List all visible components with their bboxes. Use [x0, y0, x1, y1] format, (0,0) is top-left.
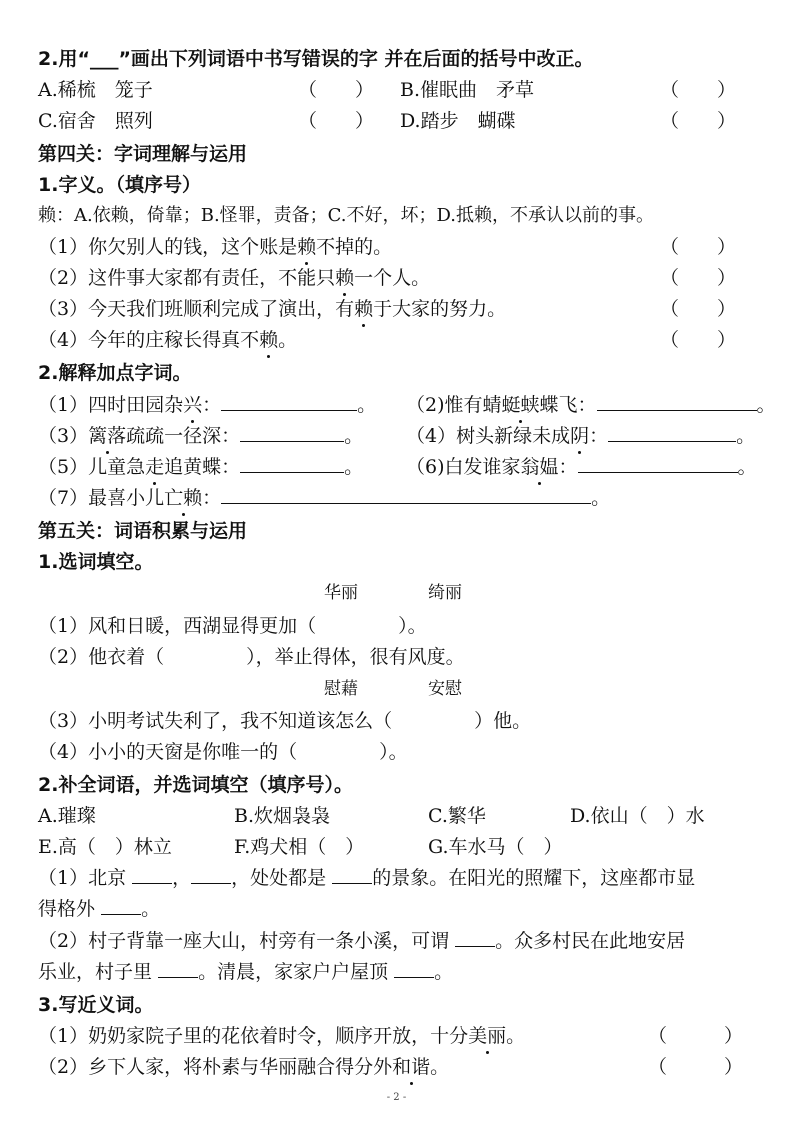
answer-paren[interactable]: （ ）: [660, 236, 737, 258]
item-text: （1）你欠别人的钱，这个账是: [38, 236, 298, 258]
answer-paren[interactable]: （ ）: [660, 79, 737, 101]
item-text: ），举止得体，很有风度。: [246, 646, 465, 668]
item-text: （4）树头新绿未成: [406, 425, 571, 447]
item-text: （2）村子背靠一座大山，村旁有一条小溪，可谓: [38, 930, 450, 952]
question-item: [38, 452, 363, 482]
option-row: [38, 832, 763, 862]
fill-sentence: [38, 894, 763, 924]
item-text: 。众多村民在此地安居: [495, 930, 686, 952]
item-text: 。: [357, 394, 377, 416]
fill-sentence: [38, 926, 763, 956]
word-choices: [38, 674, 763, 704]
answer-blank[interactable]: [332, 863, 372, 884]
item-text: 得格外: [38, 898, 96, 920]
definition-line: 赖：A.依赖，倚靠；B.怪罪，责备；C.不好，坏；D.抵赖，不承认以前的事。: [38, 205, 655, 226]
item-text: 。: [344, 425, 364, 447]
word-choice: 华丽: [324, 583, 358, 603]
underline-sample: ___: [89, 48, 119, 70]
option-item: C.宿舍 照列: [38, 110, 153, 132]
item-text: 。: [737, 456, 757, 478]
fill-sentence: [38, 863, 763, 893]
question-title: [38, 44, 763, 74]
dotted-char: 赖: [354, 294, 373, 324]
answer-paren[interactable]: （ ）: [648, 1025, 744, 1047]
question-item: [406, 452, 757, 482]
item-text: （3）: [38, 425, 89, 447]
question-item: [38, 421, 363, 451]
question-row: [38, 452, 763, 482]
answer-paren[interactable]: （ ）: [298, 110, 375, 132]
item-text: ）。: [379, 741, 408, 763]
dotted-char: 赖: [297, 232, 316, 262]
item-text: 。: [434, 961, 454, 983]
item-text: 。: [736, 425, 756, 447]
option-item: D.依山（ ）水: [570, 805, 705, 827]
item-text: （3）今天我们班顺利完成了演出，有: [38, 298, 355, 320]
section-heading: 第五关：词语积累与运用: [38, 520, 248, 542]
answer-blank[interactable]: [158, 957, 198, 978]
item-text: （2）乡下人家，将朴素与华丽融合得分外: [38, 1056, 393, 1078]
question-item: [38, 263, 763, 293]
item-text: 。清晨，家家户户屋顶: [198, 961, 389, 983]
fill-sentence: [38, 957, 763, 987]
answer-blank[interactable]: [221, 390, 357, 411]
item-text: ：: [558, 456, 578, 478]
question-item: [38, 1052, 763, 1082]
title-text: ”画出下列词语中书写错误的字 并在后面的括号中改正。: [118, 48, 594, 70]
answer-blank[interactable]: [455, 926, 495, 947]
dotted-char: 阴: [570, 421, 589, 451]
question-title: 2.解释加点字词。: [38, 362, 192, 384]
dotted-char: 翁媪: [521, 452, 559, 482]
item-text: 乐业，村子里: [38, 961, 153, 983]
option-row: [38, 801, 763, 831]
item-text: 。: [278, 329, 298, 351]
option-item: D.踏步 蝴碟: [400, 110, 516, 132]
dotted-word: 和谐: [392, 1052, 430, 1082]
question-item: [38, 232, 763, 262]
question-item: [38, 642, 763, 672]
word-choice: 慰藉: [324, 679, 358, 699]
title-text: 2.用“: [38, 48, 90, 70]
answer-paren[interactable]: （ ）: [660, 329, 737, 351]
question-item: [38, 1021, 763, 1051]
answer-blank[interactable]: [240, 452, 344, 473]
answer-blank[interactable]: [597, 390, 757, 411]
item-text: （1）北京: [38, 867, 127, 889]
item-text: 。: [506, 1025, 526, 1047]
item-text: 一个人。: [354, 267, 431, 289]
question-title: 3.写近义词。: [38, 994, 154, 1016]
item-text: （6)白发谁家: [406, 456, 521, 478]
item-text: （1）奶奶家院子里的花依着时令，顺序开放，十分: [38, 1025, 469, 1047]
answer-blank[interactable]: [191, 863, 231, 884]
question-item: [38, 611, 763, 641]
dotted-char: 走: [145, 452, 164, 482]
item-text: 疏疏一径深：: [126, 425, 241, 447]
answer-paren[interactable]: （ ）: [648, 1056, 744, 1078]
option-row: [38, 106, 763, 136]
item-text: 追黄蝶：: [164, 456, 241, 478]
question-item: [38, 737, 763, 767]
word-choice: 安慰: [428, 679, 462, 699]
item-text: （1）风和日暖，西湖显得更加（: [38, 615, 317, 637]
question-item: [38, 706, 763, 736]
word-choices: [38, 578, 763, 608]
dotted-word: 美丽: [468, 1021, 506, 1051]
dotted-char: 蜻蜓蛱蝶: [483, 390, 559, 420]
option-item: B.催眠曲 矛草: [400, 79, 535, 101]
item-text: ，处处都是: [231, 867, 327, 889]
question-item: [38, 325, 763, 355]
answer-paren[interactable]: （ ）: [660, 298, 737, 320]
question-title: 2.补全词语，并选词填空（填序号）。: [38, 774, 353, 796]
dotted-char: 兴: [183, 390, 202, 420]
item-text: ，: [172, 867, 192, 889]
question-row: [38, 390, 776, 420]
section-heading: 第四关：字词理解与运用: [38, 143, 248, 165]
item-text: （2）这件事大家都有责任，不能只: [38, 267, 336, 289]
item-text: 。: [344, 456, 364, 478]
answer-paren[interactable]: （ ）: [660, 267, 737, 289]
item-text: 不掉的。: [316, 236, 393, 258]
item-text: ：: [202, 487, 222, 509]
option-item: B.炊烟袅袅: [234, 805, 331, 827]
dotted-char: 赖: [335, 263, 354, 293]
answer-blank[interactable]: [221, 483, 591, 504]
answer-paren[interactable]: （ ）: [298, 79, 375, 101]
dotted-char: 亡赖: [164, 483, 202, 513]
item-text: （4）今年的庄稼长得真不: [38, 329, 260, 351]
page-number: - 2 -: [386, 1092, 407, 1103]
question-item: [406, 390, 776, 420]
option-item: E.高（ ）林立: [38, 836, 172, 858]
item-text: 。: [430, 1056, 450, 1078]
question-row: [38, 421, 763, 451]
item-text: （7）最喜小儿: [38, 487, 165, 509]
item-text: 的景象。在阳光的照耀下，这座都市显: [372, 867, 696, 889]
question-item: [38, 294, 763, 324]
dotted-char: 篱落: [88, 421, 126, 451]
question-item: [38, 483, 610, 513]
item-text: ）。: [398, 615, 427, 637]
answer-blank[interactable]: [608, 421, 736, 442]
question-title: 1.选词填空。: [38, 551, 154, 573]
item-text: （2）他衣着（: [38, 646, 165, 668]
item-text: 。: [756, 394, 776, 416]
answer-blank[interactable]: [240, 421, 344, 442]
question-item: [406, 421, 755, 451]
question-title: 1.字义。（填序号）: [38, 174, 201, 196]
option-item: A.稀梳 笼子: [38, 79, 153, 101]
dotted-char: 赖: [259, 325, 278, 355]
item-text: ：: [589, 425, 609, 447]
option-item: G.车水马（ ）: [428, 836, 563, 858]
answer-paren[interactable]: （ ）: [660, 110, 737, 132]
option-item: A.璀璨: [38, 805, 96, 827]
item-text: 。: [591, 487, 611, 509]
option-row: [38, 75, 763, 105]
question-item: [38, 390, 376, 420]
word-choice: 绮丽: [428, 583, 462, 603]
answer-blank[interactable]: [394, 957, 434, 978]
item-text: ：: [202, 394, 222, 416]
answer-blank[interactable]: [132, 863, 172, 884]
item-text: （4）小小的天窗是你唯一的（: [38, 741, 298, 763]
item-text: 飞：: [558, 394, 597, 416]
question-row: [38, 483, 763, 513]
option-item: F.鸡犬相（ ）: [234, 836, 365, 858]
item-text: （3）小明考试失利了，我不知道该怎么（: [38, 710, 393, 732]
item-text: 于大家的努力。: [373, 298, 507, 320]
answer-blank[interactable]: [578, 452, 738, 473]
answer-blank[interactable]: [101, 894, 141, 915]
item-text: 。: [141, 898, 161, 920]
item-text: （2)惟有: [406, 394, 483, 416]
item-text: （5）儿童急: [38, 456, 146, 478]
option-item: C.繁华: [428, 805, 486, 827]
item-text: ）他。: [474, 710, 532, 732]
item-text: （1）四时田园杂: [38, 394, 184, 416]
